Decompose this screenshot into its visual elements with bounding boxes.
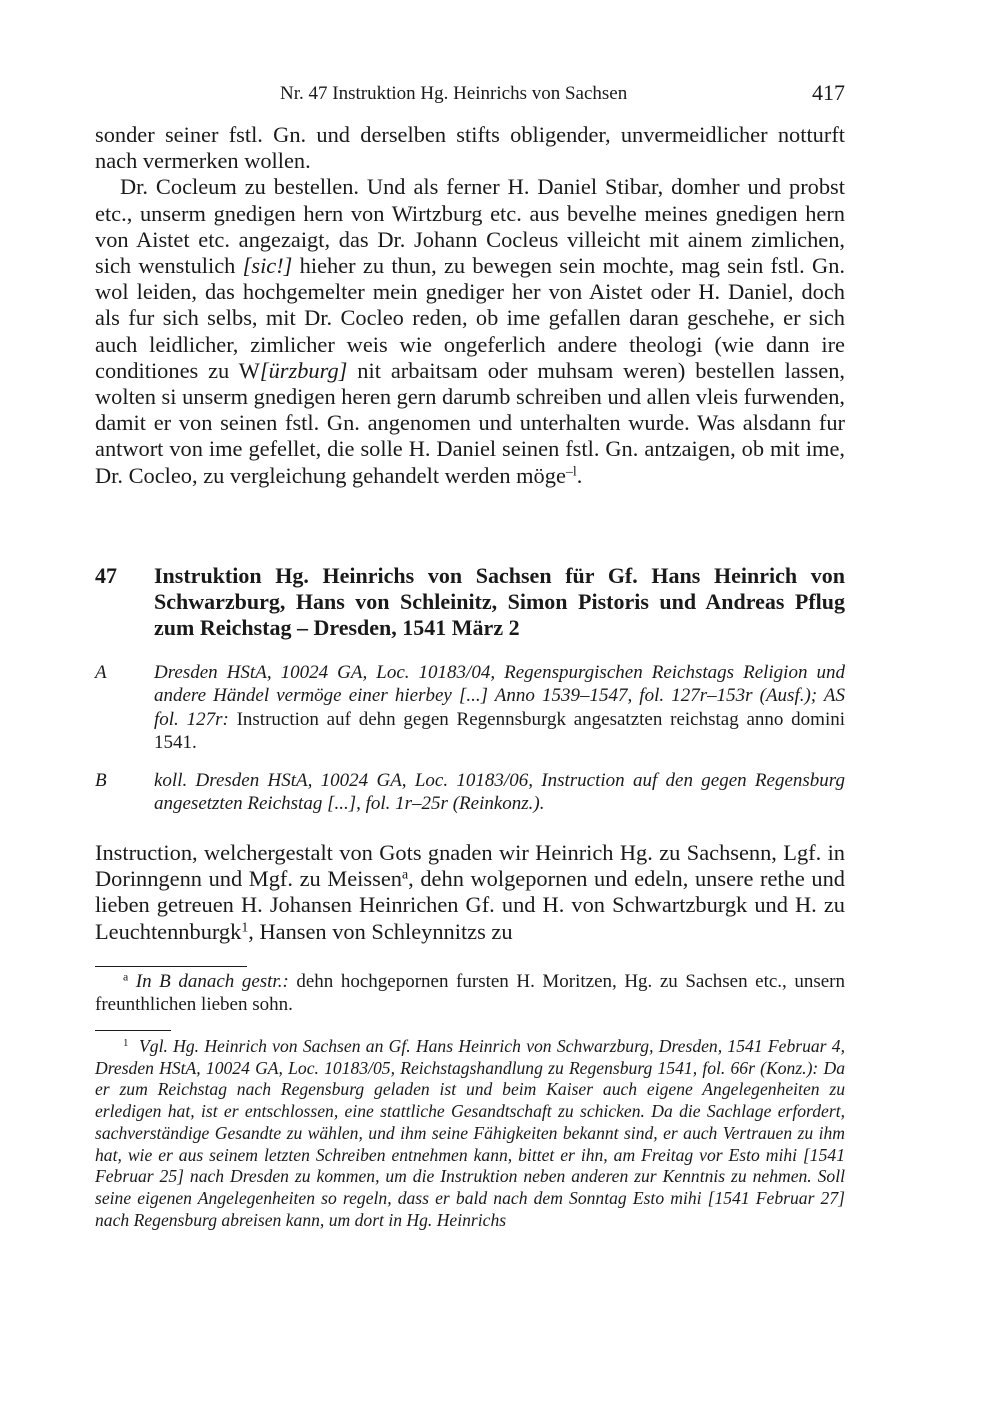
footnote-text: dehn hochgepornen fursten H. Moritzen, Hg. zu Sachsen etc., unsern freunthlichen lieben sohn. xyxy=(95,971,846,1015)
text-run: nit arbaitsam oder muhsam weren) bestellen lassen, wolten si unserm gnedigen heren gern darumb schreiben und allen vleis furwenden, damit er von seinen fstl. Gn. angenomen und unterhalten wurde. Was alsdann fur antwort von ime gefellet, die solle H. Daniel seinen fstl. Gn. antzaigen, ob mit ime, Dr. Cocleo, zu vergleichung gehandelt werden möge xyxy=(95,357,845,488)
main-text xyxy=(95,840,845,945)
paragraph: sonder seiner fstl. Gn. und derselben stifts obligender, unvermeidlicher notturft nach vermerken wollen. xyxy=(95,122,845,174)
paragraph xyxy=(95,840,845,945)
document-title: Instruktion Hg. Heinrichs von Sachsen für Gf. Hans Heinrich von Schwarzburg, Hans von Schleinitz, Simon Pistoris und Andreas Pflug zum Reichstag – Dresden, 1541 März 2 xyxy=(154,563,845,640)
footnote-paragraph xyxy=(95,1036,845,1231)
text-run: Instruction, welchergestalt von Gots gnaden wir Heinrich Hg. zu Sachsenn, Lgf. in Dorinngenn und Mgf. zu Meissen xyxy=(95,840,845,892)
footnote-a xyxy=(95,971,845,1016)
footnote-rule xyxy=(95,1030,171,1031)
text-run: , Hansen von Schleynnitzs zu xyxy=(248,918,513,944)
source-text xyxy=(154,661,845,755)
text-run: , dehn wolgepornen und edeln, unsere rethe und lieben getreuen H. Johansen Heinrichen Gf. und H. von Schwartzburgk und H. zu Leuchtennburgk xyxy=(95,866,845,944)
footnote-mark: a xyxy=(401,867,409,883)
source-text xyxy=(154,769,845,816)
source-citation: koll. Dresden HStA, 10024 GA, Loc. 10183/06, Instruction auf den gegen Regensburg angesetzten Reichstag [...], fol. 1r–25r (Reinkonz.). xyxy=(154,770,845,815)
source-title: Instruction auf dehn gegen Regennsburgk angesatzten reichstag anno domini 1541. xyxy=(154,708,846,754)
footnote-italic: In B danach gestr.: xyxy=(135,971,289,992)
carryover-text xyxy=(95,122,845,489)
text-run: Dr. Cocleum zu bestellen. Und als ferner H. Daniel Stibar, domher und probst etc., unserm gnedigen hern von Wirtzburg etc. aus bevelhe meines gnedigen hern von Aistet etc. angezaigt, das Dr. Johann Cocleus villeicht mit ainem zimlichen, sich wenstulich xyxy=(95,174,845,279)
footnote-mark: 1 xyxy=(123,1037,129,1049)
editorial-note: [ürzburg] xyxy=(259,357,348,383)
footnote-paragraph xyxy=(95,971,845,1016)
footnote-text: Vgl. Hg. Heinrich von Sachsen an Gf. Hans Heinrich von Schwarzburg, Dresden, 1541 Februar 4, Dresden HStA, 10024 GA, Loc. 10183/05, Reichstagshandlung zu Regensburg 1541, fol. 66r (Konz.): Da er zum Reichstag nach Regensburg geladen ist und beim Kaiser auch eigene Angelegenheiten zu erledigen hat, ist er entschlossen, eine stattliche Gesandtschaft zu schicken. Da die Sachlage erfordert, sachverständige Gesandte zu wählen, und ihm seine Fähigkeiten bekannt sind, er auch Vertrauen zu ihm hat, wie er aus seinem letzten Schreiben entnehmen kann, bittet er ihn, am Freitag vor Esto mihi [1541 Februar 25] nach Dresden zu kommen, um die Instruktion neben anderen zur Kenntnis zu nehmen. Soll seine eigenen Angelegenheiten so regeln, dass er bald nach dem Sonntag Esto mihi [1541 Februar 27] nach Regensburg abreisen kann, um dort in Hg. Heinrichs xyxy=(95,1036,846,1230)
text-run: . xyxy=(576,462,583,488)
text-run: hieher zu thun, zu bewegen sein mochte, mag sein fstl. Gn. wol leiden, das hochgemelter mein gnediger her von Aistet oder H. Daniel, doch als fur sich selbs, mit Dr. Cocleo reden, ob ime gefallen daran geschehe, er sich auch leidlicher, zimlicher weis wie ongeferlich andere theologi (wie dann ire conditiones zu W xyxy=(95,253,845,383)
running-head xyxy=(95,80,845,108)
page-number: 417 xyxy=(812,80,845,105)
source-citation: Dresden HStA, 10024 GA, Loc. 10183/04, Regenspurgischen Reichstags Religion und andere Händel vermöge einer hierbey [...] Anno 1539–1547, fol. 127r–153r (Ausf.); AS fol. 127r: xyxy=(154,662,845,730)
source-siglum: B xyxy=(95,770,107,791)
paragraph xyxy=(95,174,845,488)
page xyxy=(95,0,845,1418)
document-number: 47 xyxy=(95,563,117,588)
footnote-mark: a xyxy=(123,970,129,984)
footnote-mark: –l xyxy=(565,464,577,480)
footnote-rule xyxy=(95,966,247,967)
source-siglum: A xyxy=(95,662,107,683)
running-title: Nr. 47 Instruktion Hg. Heinrichs von Sachsen xyxy=(280,83,628,104)
editorial-note: [sic!] xyxy=(242,253,293,279)
footnote-1 xyxy=(95,1036,845,1231)
footnote-mark: 1 xyxy=(241,919,249,935)
